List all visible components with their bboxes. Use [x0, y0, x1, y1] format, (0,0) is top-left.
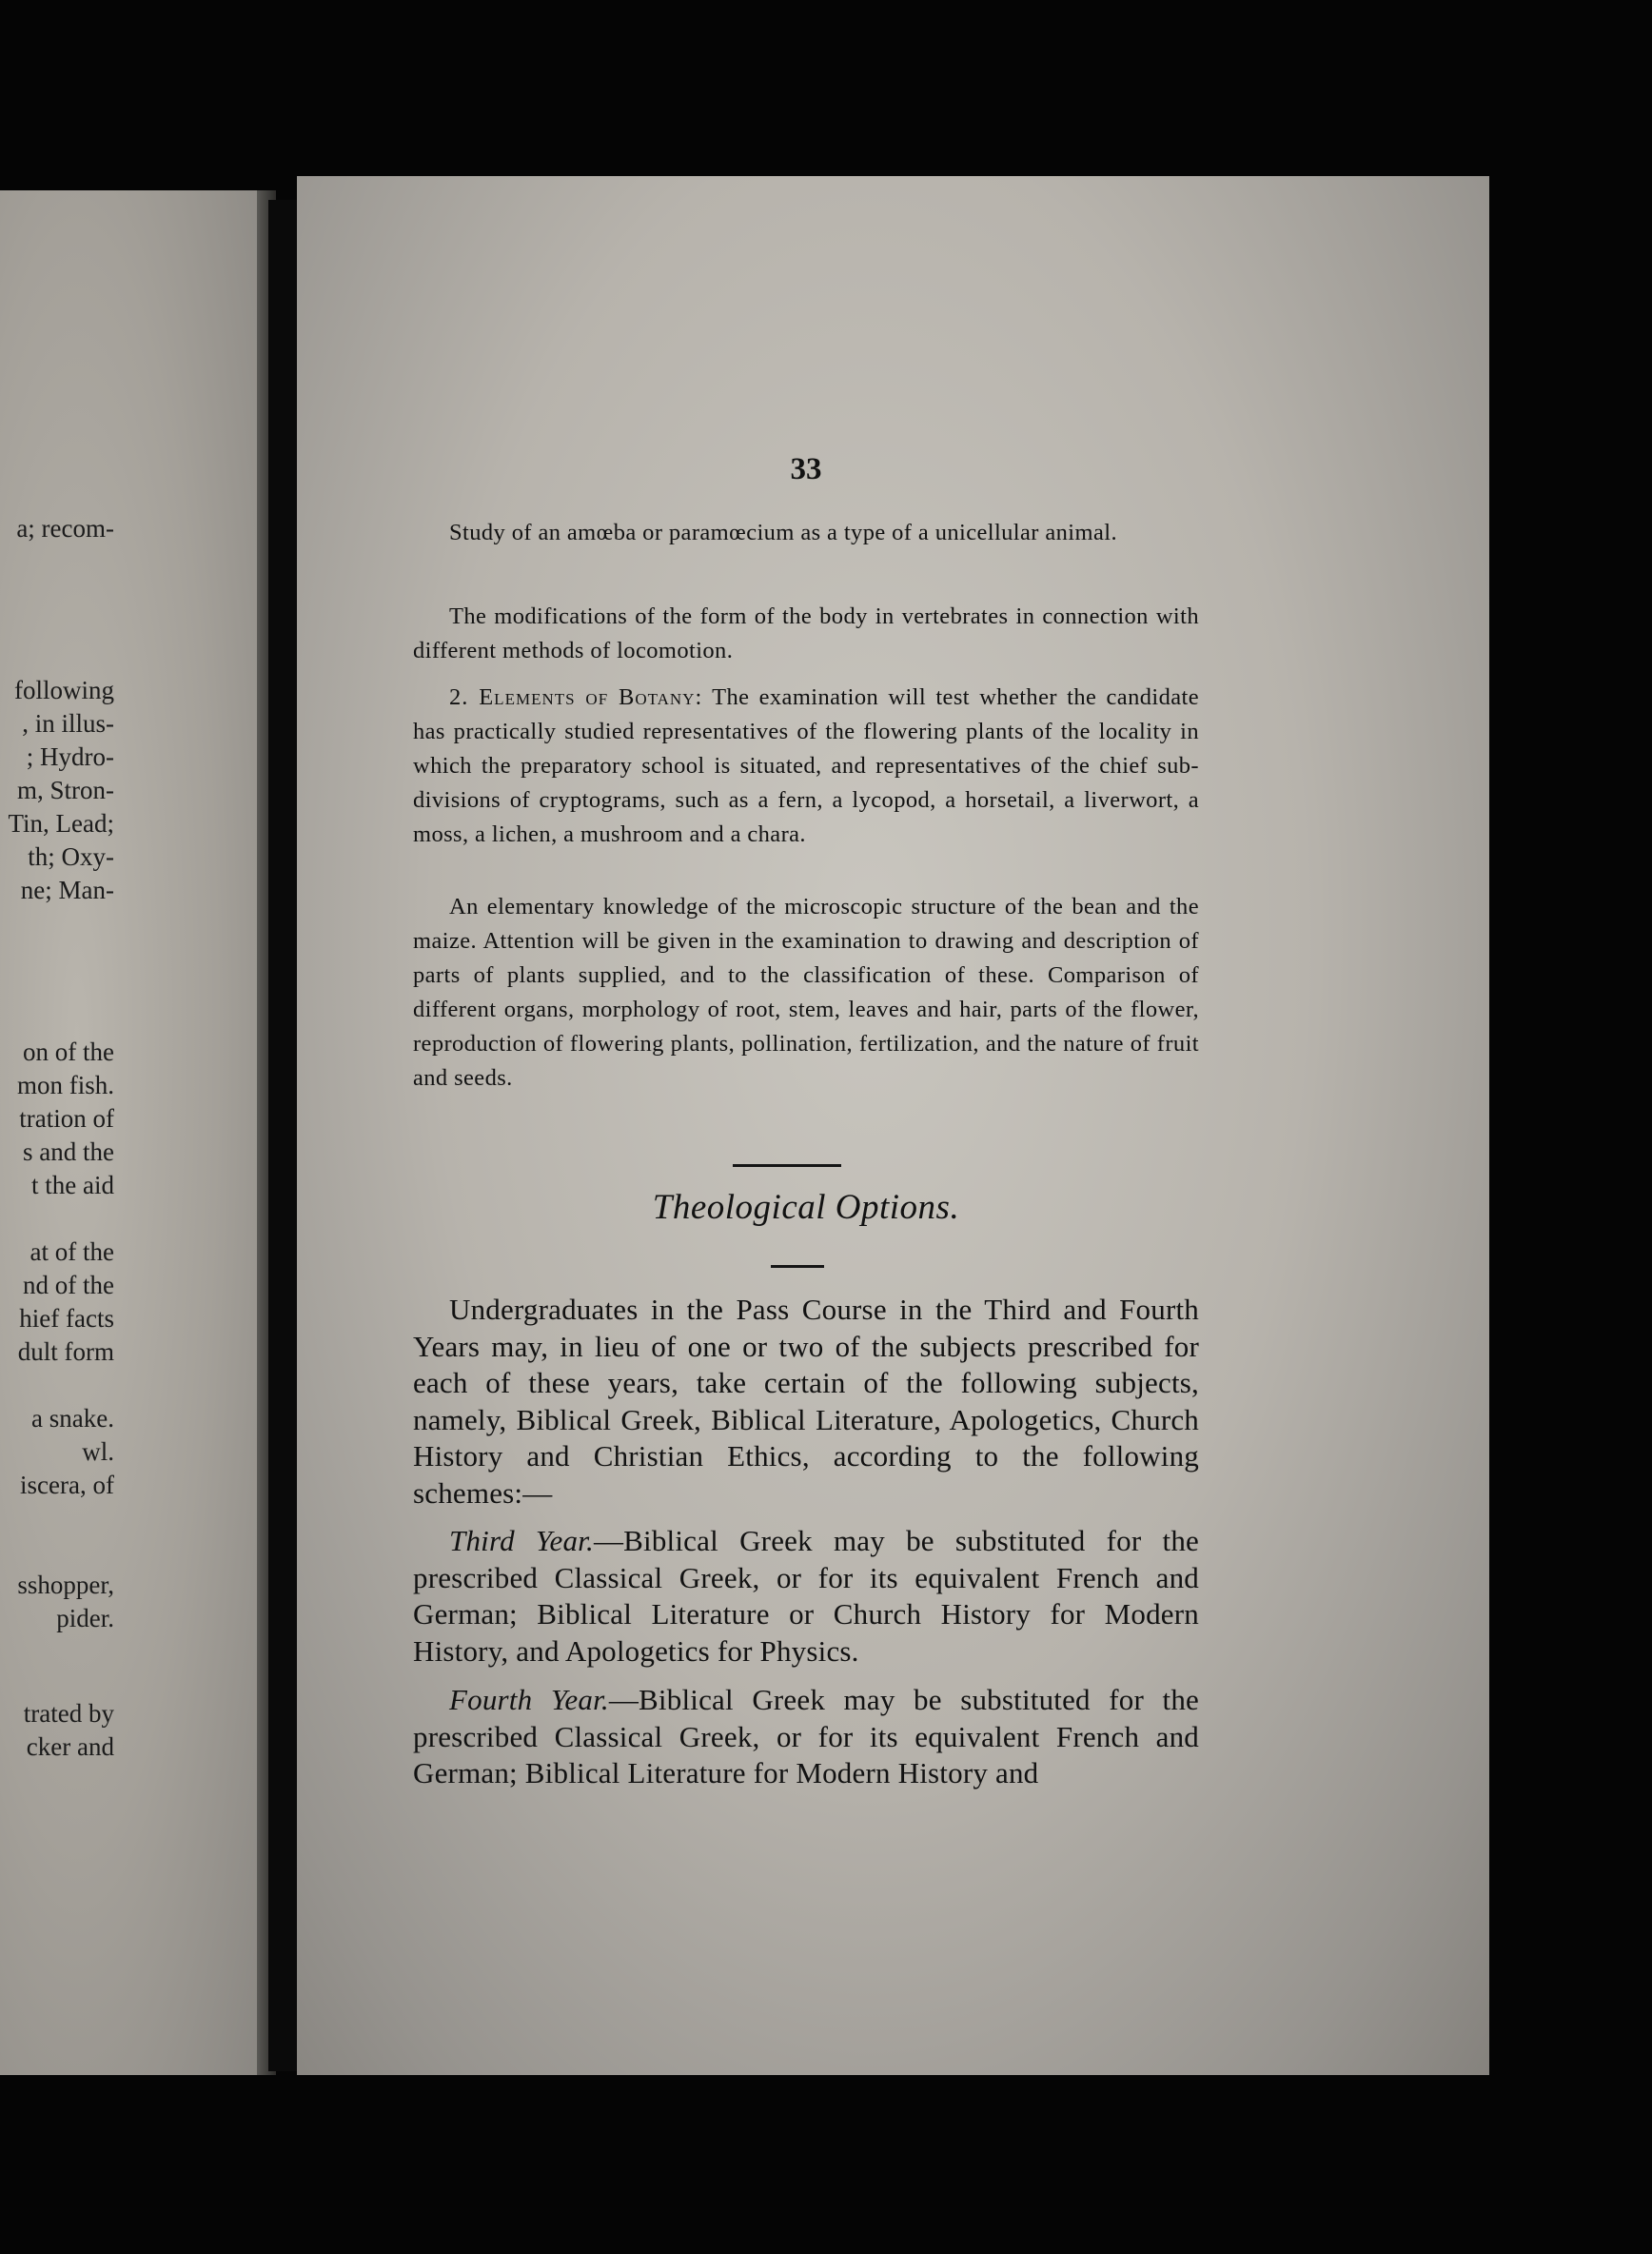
left-line: mon fish.: [16, 1071, 114, 1099]
fourth-year-lead: Fourth Year.: [449, 1683, 609, 1716]
paragraph-amoeba: Study of an amœba or paramœcium as a type of a unicellular animal.: [449, 520, 1117, 545]
paragraph-microscopic: An elementary knowledge of the microscopic structure of the bean and the maize. Attention will be given in the examination to drawing and description of parts of plants supplied, and to the classification of these. Comparison of different organs, morphology of root, stem, leaves and hair, parts of the flower, reproduction of flowering plants, pollination, fertilization, and the nature of fruit and seeds.: [413, 894, 1199, 1091]
paragraph-third-year: [413, 1523, 1199, 1670]
left-line: iscera, of: [20, 1471, 114, 1499]
left-line: a snake.: [31, 1404, 114, 1433]
left-line: , in illus-: [22, 709, 114, 738]
left-line: m, Stron-: [16, 776, 114, 804]
left-line: t the aid: [31, 1171, 114, 1199]
left-line: th; Oxy-: [28, 842, 114, 871]
left-line: hief facts: [19, 1304, 114, 1333]
left-line: on of the: [23, 1038, 114, 1066]
left-line: pider.: [56, 1604, 114, 1632]
section-rule-top: [733, 1164, 841, 1167]
section-title: Theological Options.: [652, 1188, 960, 1227]
left-line: sshopper,: [17, 1571, 114, 1599]
paragraph-botany: [413, 681, 1199, 852]
left-line: ne; Man-: [20, 876, 114, 904]
paragraph-theology-intro: Undergraduates in the Pass Course in the Third and Fourth Years may, in lieu of one or two of the subjects prescribed for each of these years, take certain of the following subjects, namely, Biblical Greek, Biblical Literature, Apologetics, Church History and Christian Ethics, according to the following schemes:—: [413, 1293, 1199, 1510]
left-line: trated by: [23, 1699, 114, 1728]
botany-heading: 2. Elements of Botany:: [449, 684, 703, 710]
botany-text: The examination will test whether the candidate has practically studied representatives of the flowering plants of the locality in which the preparatory school is situated, and representatives of the chief sub-divisions of cryptograms, such as a fern, a lycopod, a horsetail, a liverwort, a moss, a lichen, a mushroom and a chara.: [413, 684, 1199, 847]
left-line: tration of: [19, 1104, 114, 1133]
left-line: cker and: [26, 1732, 114, 1761]
book-gutter: [268, 200, 297, 2071]
left-line: nd of the: [23, 1271, 114, 1299]
left-page-fragment: [0, 190, 257, 2075]
section-rule-bottom: [771, 1265, 824, 1268]
left-line: a; recom-: [16, 514, 114, 543]
right-page: [297, 176, 1489, 2075]
left-line: following: [14, 676, 114, 704]
paragraph-vertebrates: The modifications of the form of the body in vertebrates in connection with different methods of locomotion.: [413, 603, 1199, 663]
third-year-text: —Biblical Greek may be substituted for the prescribed Classical Greek, or for its equivalent French and German; Biblical Literature or Church History for Modern History, and Apologetics for Physics.: [413, 1524, 1200, 1668]
left-line: Tin, Lead;: [8, 809, 114, 838]
fourth-year-text: —Biblical Greek may be substituted for the prescribed Classical Greek, or for its equivalent French and German; Biblical Literature for Modern History and: [413, 1683, 1199, 1789]
left-line: at of the: [30, 1237, 114, 1266]
paragraph-fourth-year: [413, 1682, 1199, 1792]
left-line: wl.: [82, 1437, 114, 1466]
left-line: dult form: [17, 1337, 114, 1366]
third-year-lead: Third Year.: [449, 1524, 594, 1557]
page-number: 33: [790, 452, 822, 486]
left-line: s and the: [23, 1137, 114, 1166]
left-line: ; Hydro-: [26, 742, 114, 771]
